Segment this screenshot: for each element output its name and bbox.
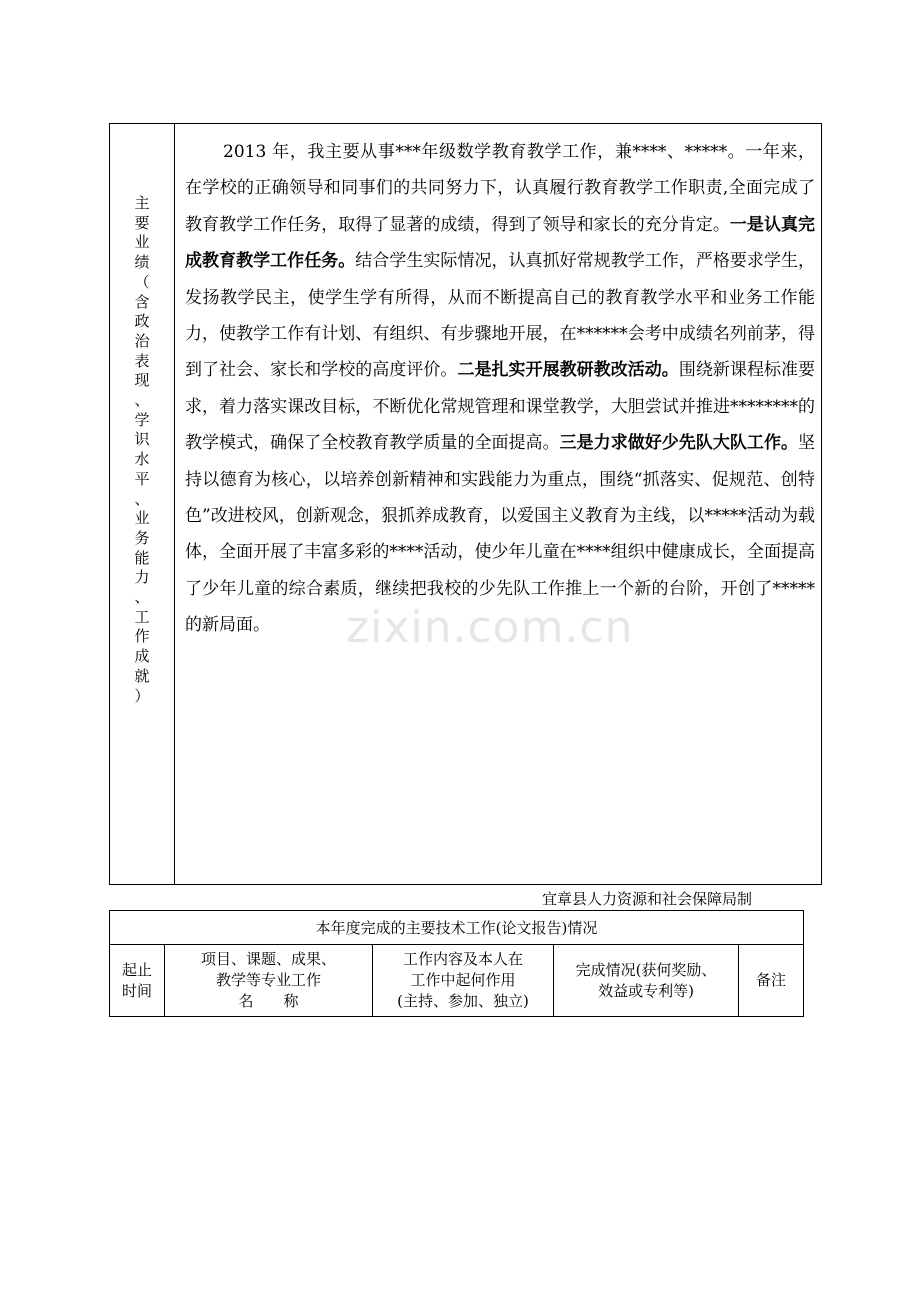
header-completion-line: 完成情况(获何奖励、 xyxy=(575,960,717,979)
column-divider xyxy=(174,124,175,884)
header-period-line: 起止 xyxy=(121,960,152,979)
side-label-char: 学 xyxy=(134,410,150,429)
body-text: 坚持以德育为核心，以培养创新精神和实践能力为重点，围绕“抓落实、促规范、创特色”改进校风，创新观念，狠抓养成教育，以爱国主义教育为主线，以*****活动为载体，全面开展了丰富多彩的****活动，使少年儿童在****组织中健康成长，全面提高了少年儿童的综合素质，继续把我校的少先队工作推上一个新的台阶，开创了*****的新局面。 xyxy=(185,433,816,636)
side-label-char: 工 xyxy=(134,607,150,626)
side-label-char: 能 xyxy=(134,548,150,567)
issuer-note: 宜章县人力资源和社会保障局制 xyxy=(542,890,753,908)
side-label-char: （ xyxy=(134,272,150,291)
side-label-char: 平 xyxy=(134,469,150,488)
header-completion-line: 效益或专利等) xyxy=(598,981,694,1000)
body-text: 2013 年，我主要从事***年级数学教育教学工作，兼****、*****。一年来，在学校的正确领导和同事们的共同努力下，认真履行教育教学工作职责,全面完成了教育教学工作任务，取得了显著的成绩，得到了领导和家长的充分肯定。 xyxy=(185,142,815,235)
header-project-line: 教学等专业工作 xyxy=(215,971,321,989)
achievements-table xyxy=(109,123,822,885)
side-label-char: 主 xyxy=(134,194,150,212)
side-label-char: 绩 xyxy=(134,253,150,272)
side-label-char: 作 xyxy=(134,627,150,646)
side-label-char: 业 xyxy=(134,233,150,252)
section-heading: 三是力求做好少先队大队工作。 xyxy=(559,433,799,454)
achievements-paragraph xyxy=(185,134,815,644)
side-label-char: 力 xyxy=(134,568,150,587)
header-remarks xyxy=(739,945,803,1016)
header-role-line: 工作中起何作用 xyxy=(410,971,516,989)
side-label-char: 现 xyxy=(134,371,150,390)
header-remarks-line: 备注 xyxy=(755,971,786,989)
side-label-char: 识 xyxy=(134,430,150,449)
side-label-char: 成 xyxy=(134,647,150,666)
header-completion xyxy=(554,945,739,1016)
header-project-name xyxy=(165,945,373,1016)
header-role-line: (主持、参加、独立) xyxy=(397,992,529,1010)
header-role-line: 工作内容及本人在 xyxy=(402,950,523,968)
watermark: zixin.com.cn xyxy=(346,602,634,653)
side-label-char: 要 xyxy=(134,213,150,232)
side-label-char: 含 xyxy=(134,292,150,311)
header-period-line: 时间 xyxy=(121,981,152,1000)
technical-work-table-title: 本年度完成的主要技术工作(论文报告)情况 xyxy=(110,911,803,945)
header-role xyxy=(373,945,554,1016)
header-project-line: 名 称 xyxy=(238,992,299,1010)
achievements-content xyxy=(185,134,815,644)
technical-work-table xyxy=(109,910,804,1017)
side-label-char: 治 xyxy=(134,331,150,350)
side-label-char: ） xyxy=(134,686,150,705)
side-label-char: 、 xyxy=(134,391,150,410)
section-heading: 二是扎实开展教研教改活动。 xyxy=(457,360,679,381)
body-text: 结合学生实际情况，认真抓好常规教学工作，严格要求学生，发扬教学民主，使学生学有所得，从而不断提高自己的教育教学水平和业务工作能力，使教学工作有计划、有组织、有步骤地开展，在******会考中成绩名列前茅，得到了社会、家长和学校的高度评价。 xyxy=(185,251,816,381)
section-heading: 一是认真完成教育教学工作任务。 xyxy=(185,214,816,272)
side-label-char: 水 xyxy=(134,450,150,469)
side-label-char: 、 xyxy=(134,588,150,607)
achievements-side-label xyxy=(110,194,174,706)
side-label-char: 表 xyxy=(134,351,150,370)
side-label-char: 政 xyxy=(134,312,150,331)
technical-work-header-row xyxy=(110,945,803,1016)
side-label-char: 就 xyxy=(134,666,150,685)
header-project-line: 项目、课题、成果、 xyxy=(200,950,336,968)
side-label-char: 务 xyxy=(134,528,150,547)
header-period xyxy=(110,945,165,1016)
side-label-char: 业 xyxy=(134,509,150,528)
body-text: 围绕新课程标准要求，着力落实课改目标，不断优化常规管理和课堂教学，大胆尝试并推进********的教学模式，确保了全校教育教学质量的全面提高。 xyxy=(185,360,816,454)
side-label-char: 、 xyxy=(134,489,150,508)
